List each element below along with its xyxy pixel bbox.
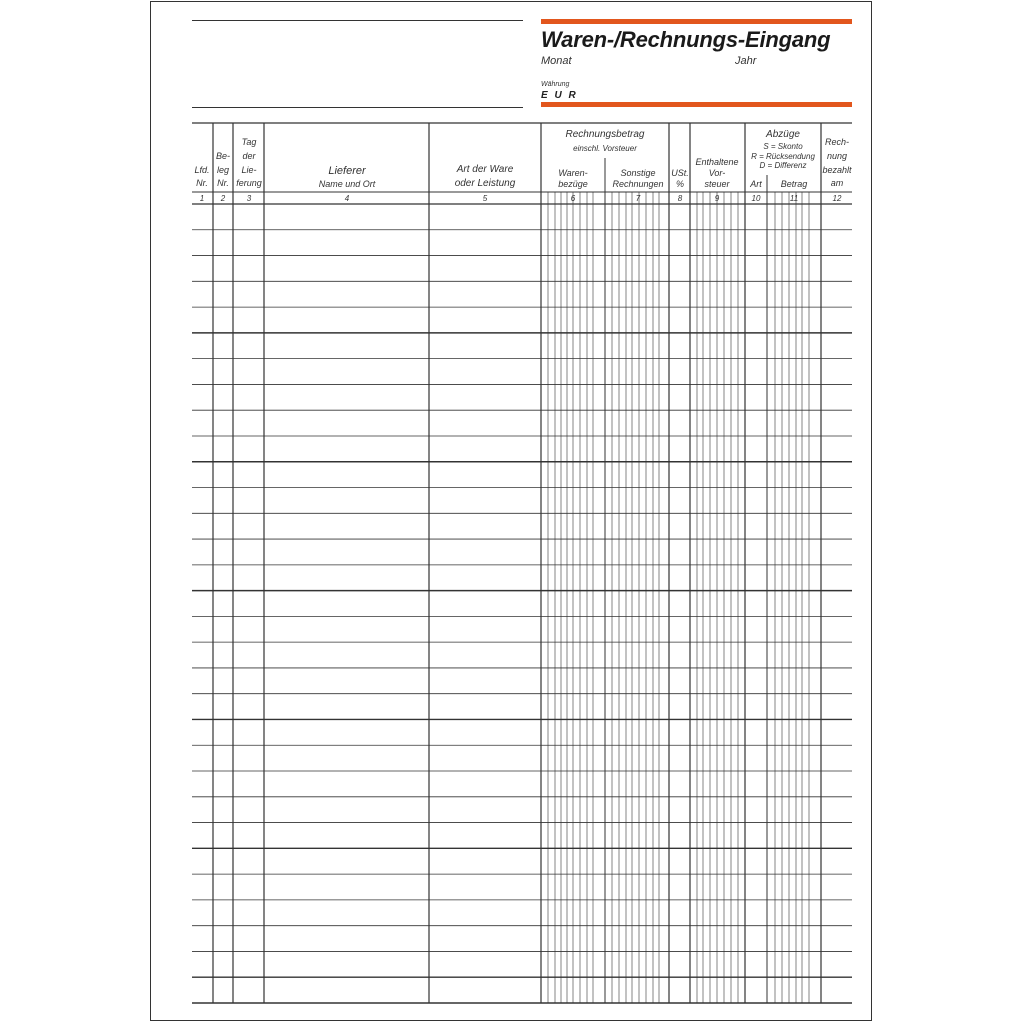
- hdr-bezahlt-4: am: [830, 178, 844, 188]
- hdr-rechnungsbetrag-2: einschl. Vorsteuer: [573, 144, 637, 153]
- hdr-ust-1: USt.: [671, 168, 689, 178]
- colnum-2: 2: [220, 194, 226, 203]
- colnum-1: 1: [199, 194, 205, 203]
- hdr-abzuege-2: S = Skonto: [763, 142, 803, 151]
- hdr-abzuege-4: D = Differenz: [759, 161, 807, 170]
- waehrung-value: E U R: [541, 90, 578, 101]
- colnum-5: 5: [482, 194, 488, 203]
- hdr-lieferer-1: Lieferer: [328, 165, 366, 177]
- colnum-4: 4: [344, 194, 350, 203]
- colnum-8: 8: [677, 194, 683, 203]
- hdr-betrag: Betrag: [780, 179, 808, 189]
- hdr-tag-1: Tag: [241, 137, 257, 147]
- hdr-rechnungsbetrag-1: Rechnungsbetrag: [565, 129, 645, 140]
- hdr-lieferer-2: Name und Ort: [318, 179, 376, 189]
- hdr-tag-3: Lie-: [241, 165, 257, 175]
- hdr-lfd-2: Nr.: [196, 178, 208, 188]
- hdr-abzuege-3: R = Rücksendung: [751, 152, 815, 161]
- colnum-7: 7: [635, 194, 641, 203]
- hdr-waren-2: bezüge: [558, 179, 588, 189]
- colnum-9: 9: [714, 194, 720, 203]
- hdr-vorsteuer-3: steuer: [704, 179, 730, 189]
- colnum-10: 10: [751, 194, 761, 203]
- hdr-bezahlt-2: nung: [826, 151, 848, 161]
- colnum-6: 6: [570, 194, 576, 203]
- hdr-tag-2: der: [242, 151, 256, 161]
- colnum-12: 12: [832, 194, 842, 203]
- form-title: Waren-/Rechnungs-Eingang: [541, 27, 831, 52]
- hdr-lfd-1: Lfd.: [194, 165, 210, 175]
- hdr-bezahlt-1: Rech-: [824, 137, 850, 147]
- hdr-beleg-1: Be-: [215, 151, 231, 161]
- hdr-ust-2: %: [675, 179, 685, 189]
- hdr-abzuege-1: Abzüge: [766, 129, 800, 140]
- hdr-art-1: Art der Ware: [456, 164, 514, 175]
- hdr-beleg-2: leg: [216, 165, 230, 175]
- hdr-tag-4: ferung: [236, 178, 262, 188]
- hdr-bezahlt-3: bezahlt: [822, 165, 852, 175]
- hdr-beleg-3: Nr.: [217, 178, 229, 188]
- colnum-3: 3: [246, 194, 252, 203]
- hdr-sonstige-2: Rechnungen: [612, 179, 664, 189]
- hdr-vorsteuer-1: Enthaltene: [695, 157, 739, 167]
- hdr-art-abzug: Art: [750, 179, 762, 189]
- hdr-waren-1: Waren-: [558, 168, 588, 178]
- hdr-vorsteuer-2: Vor-: [708, 168, 726, 178]
- colnum-11: 11: [789, 194, 799, 203]
- waehrung-label: Währung: [541, 81, 570, 88]
- jahr-label: Jahr: [735, 55, 757, 67]
- hdr-art-2: oder Leistung: [454, 178, 516, 189]
- monat-label: Monat: [541, 55, 572, 67]
- hdr-sonstige-1: Sonstige: [620, 168, 656, 178]
